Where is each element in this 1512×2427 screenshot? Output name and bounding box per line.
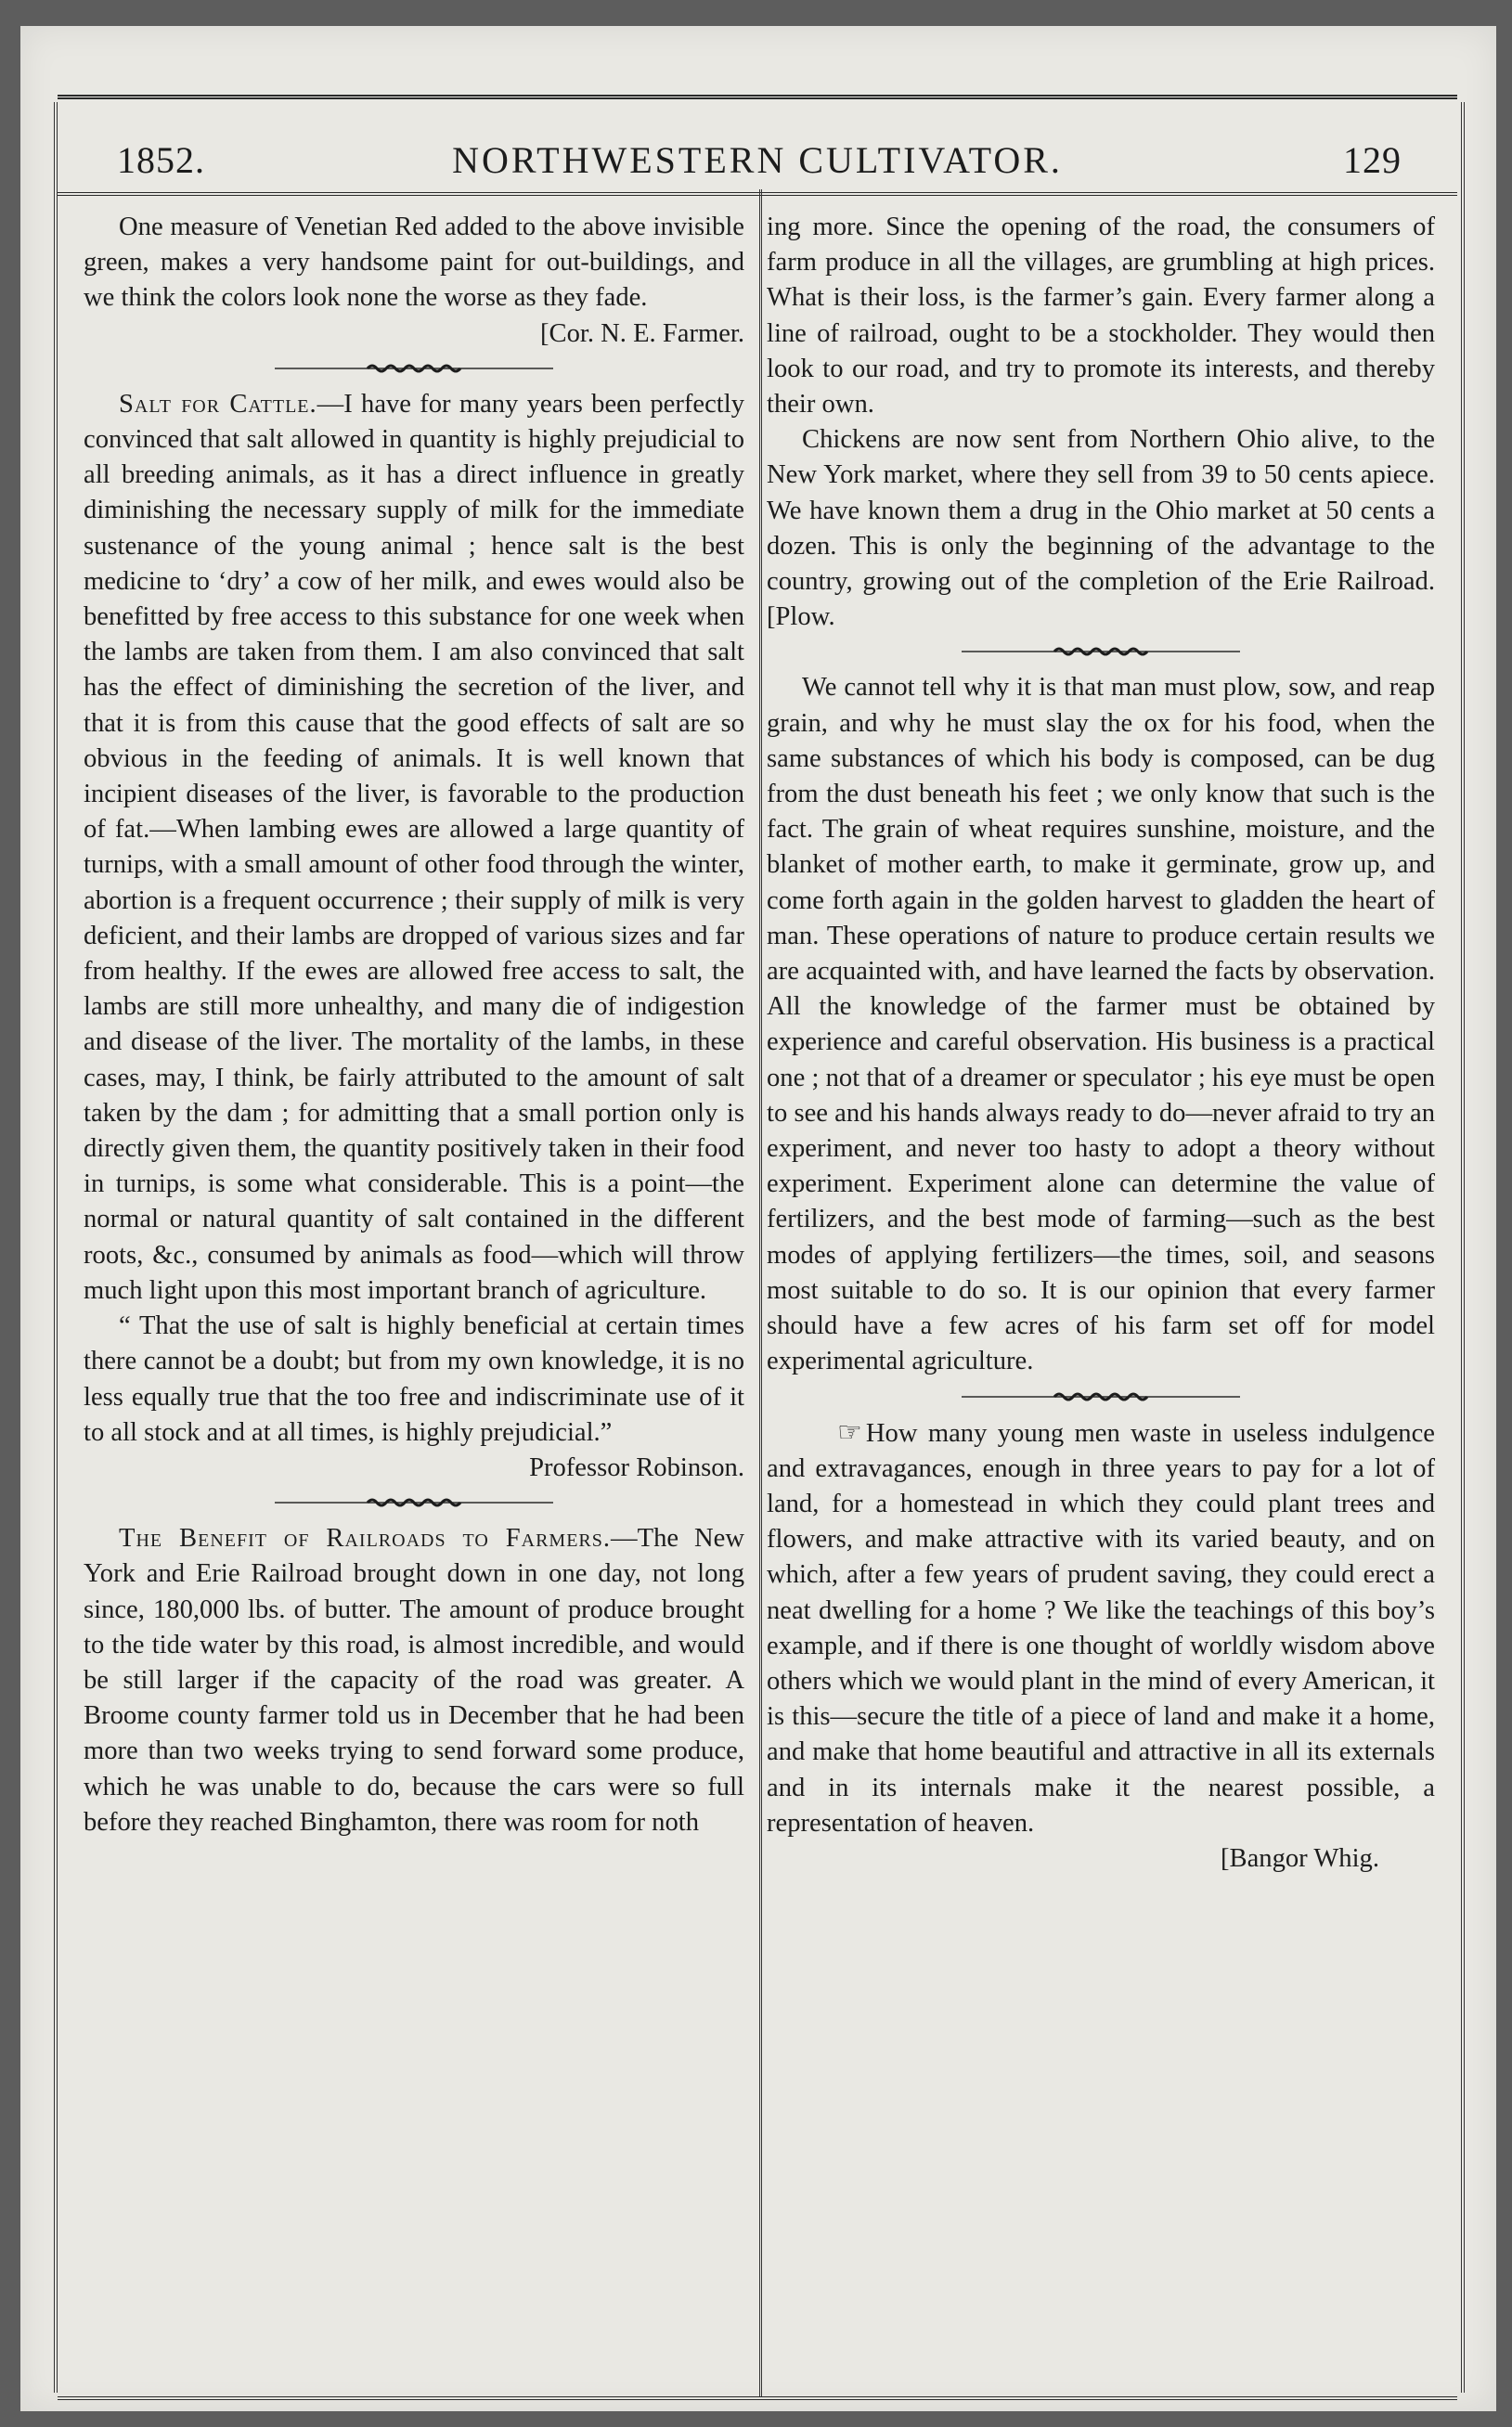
page-header [58, 95, 1457, 196]
young-men-body: How many young men waste in useless indulgence and extravagances, enough in three years to pay for a lot of land, for a homestead in which they could plant trees and flowers, and make attractive with its varied beauty, and on which, after a few years of prudent saving, they could erect a neat dwelling for a home ? We like the teachings of this boy’s example, and if there is one thought of worldly wisdom above others which we would plant in the mind of every American, it is this—secure the title of a piece of land and make it a home, and make that home beautiful and attractive in all its externals and in its internals make it the nearest possible, a representation of heaven. [767, 1418, 1435, 1838]
salt-for-cattle-heading: Salt for Cattle. [119, 389, 317, 419]
left-column [84, 210, 744, 1840]
railroads-paragraph [84, 1521, 744, 1840]
right-column [767, 210, 1435, 1877]
young-men-paragraph [767, 1415, 1435, 1841]
section-divider [962, 640, 1240, 663]
header-title: NORTHWESTERN CULTIVATOR. [452, 139, 1063, 181]
chickens-body: Chickens are now sent from Northern Ohio alive, to the New York market, where they sell from 39 to 50 cents apiece. We have known them a drug in the Ohio market at 50 cents a dozen. This is only the beginning of the advantage to the country, growing out of the completion of the Erie Railroad. [767, 425, 1435, 597]
newspaper-page [20, 26, 1496, 2411]
railroads-body: —The New York and Erie Railroad brought down in one day, not long since, 180,000 lbs. of butter. The amount of produce brought to the tide water by this road, is almost incredible, and would be still larger if the capacity of the road was greater. A Broome county farmer told us in December that he had been more than two weeks trying to send forward some produce, which he was unable to do, because the cars were so full before they reached Binghamton, there was room for noth [84, 1524, 745, 1837]
young-men-attribution: [Bangor Whig. [1220, 1843, 1379, 1873]
venetian-red-paragraph: One measure of Venetian Red added to the above invisible green, makes a very handsome paint for out-buildings, and we think the colors look none the worse as they fade. [84, 213, 744, 313]
header-page-number: 129 [1343, 139, 1402, 181]
salt-quote-paragraph: “ That the use of salt is highly beneficial at certain times there cannot be a doubt; but from my own knowledge, it is no less equally true that the too free and indiscriminate use of it to all stock and at all times, is highly prejudicial.” [84, 1311, 744, 1447]
salt-for-cattle-body: —I have for many years been perfectly convinced that salt allowed in quantity is highly prejudicial to all breeding animals, as it has a direct influence in greatly diminishing the necessary supply of milk for the immediate sustenance of the young animal ; hence salt is the best medicine to ‘dry’ a cow of her milk, and ewes would also be benefitted by free access to this substance for one week when the lambs are taken from them. I am also convinced that salt has the effect of diminishing the secretion of the liver, and that it is from this cause that the good effects of salt are so obvious in the feeding of animals. It is well known that incipient diseases of the liver, is favorable to the production of fat.—When lambing ewes are allowed a large quantity of turnips, with a small amount of other food through the winter, abortion is a frequent occurrence ; their supply of milk is very deficient, and their lambs are dropped of various sizes and far from healthy. If the ewes are allowed free access to salt, the lambs are still more unhealthy, and many die of indigestion and disease of the liver. The mortality of the lambs, in these cases, may, I think, be fairly attributed to the amount of salt taken by the dam ; for admitting that a small portion only is directly given them, the quantity positively taken in their food in turnips, is some what considerable. This is a point—the normal or natural quantity of salt contained in the different roots, &c., consumed by animals as food—which will throw much light upon this most important branch of agriculture. [84, 389, 744, 1305]
header-year: 1852. [117, 139, 205, 181]
railroads-continuation: ing more. Since the opening of the road, the consumers of farm produce in all the villages, are grumbling at high prices. What is their loss, is the farmer’s gain. Every farmer along a line of railroad, ought to be a stockholder. They would then look to our road, and try to promote its interests, and thereby their own. [767, 213, 1435, 420]
pointing-hand-icon: ☞ [837, 1416, 862, 1448]
column-divider [759, 189, 762, 2396]
chickens-attribution: [Plow. [767, 602, 835, 632]
railroads-heading: The Benefit of Railroads to Farmers. [119, 1524, 612, 1554]
section-divider [962, 1386, 1240, 1408]
venetian-red-attribution: [Cor. N. E. Farmer. [540, 318, 744, 348]
section-divider [275, 357, 553, 380]
section-divider [275, 1491, 553, 1514]
salt-attribution: Professor Robinson. [529, 1452, 744, 1482]
bottom-rule [58, 2396, 1457, 2400]
grain-paragraph: We cannot tell why it is that man must plow, sow, and reap grain, and why he must slay the ox for his food, when the same substances of which his body is composed, can be dug from the dust beneath his feet ; we only know that such is the fact. The grain of wheat requires sunshine, moisture, and the blanket of mother earth, to make it germinate, grow up, and come forth again in the golden harvest to gladden the heart of man. These operations of nature to produce certain results we are acquainted with, and have learned the facts by observation. All the knowledge of the farmer must be obtained by experience and careful observation. His business is a practical one ; not that of a dreamer or speculator ; his eye must be open to see and his hands always ready to do—never afraid to try an experiment, and never too hasty to adopt a theory without experiment. Experiment alone can determine the value of fertilizers, and the best mode of farming—such as the best modes of applying fertilizers—the times, soil, and seasons most suitable to do so. It is our opinion that every farmer should have a few acres of his farm set off for model experimental agriculture. [767, 673, 1435, 1376]
salt-for-cattle-paragraph [84, 387, 744, 1309]
chickens-paragraph [767, 422, 1435, 635]
